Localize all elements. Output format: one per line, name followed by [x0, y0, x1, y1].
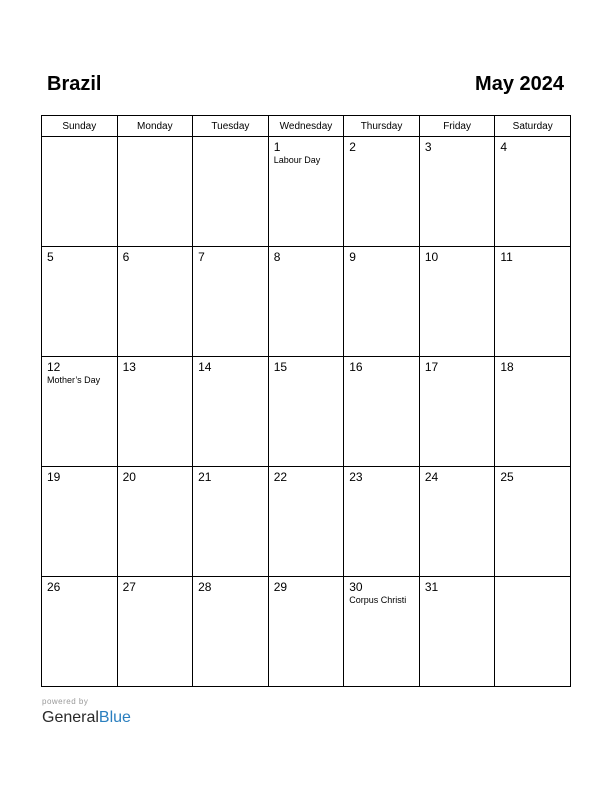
day-number — [495, 577, 570, 580]
day-cell — [344, 577, 420, 687]
day-number — [193, 137, 268, 140]
day-number: 21 — [198, 470, 212, 484]
day-cell — [268, 467, 344, 577]
day-number: 20 — [122, 470, 136, 484]
day-cell — [268, 137, 344, 247]
weekday-friday: Friday — [419, 116, 495, 137]
day-cell — [419, 467, 495, 577]
weekday-tuesday: Tuesday — [193, 116, 269, 137]
day-cell — [495, 357, 571, 467]
day-cell — [193, 357, 269, 467]
day-number: 17 — [424, 360, 439, 374]
day-number — [42, 137, 117, 140]
weekday-saturday: Saturday — [495, 116, 571, 137]
week-row — [42, 247, 571, 357]
day-number: 11 — [500, 250, 513, 264]
weekday-sunday: Sunday — [42, 116, 118, 137]
day-cell — [419, 137, 495, 247]
day-number: 28 — [198, 580, 212, 594]
day-cell — [344, 357, 420, 467]
day-number: 25 — [500, 470, 514, 484]
day-cell — [193, 247, 269, 357]
day-number: 18 — [500, 360, 514, 374]
day-number: 26 — [47, 580, 61, 594]
holiday-label: Mother’s Day — [47, 375, 101, 385]
day-cell — [495, 467, 571, 577]
day-number: 5 — [47, 250, 54, 264]
day-cell — [42, 137, 118, 247]
day-cell — [117, 357, 193, 467]
day-number: 6 — [122, 250, 130, 264]
day-cell — [42, 357, 118, 467]
day-cell — [268, 577, 344, 687]
weekday-monday: Monday — [117, 116, 193, 137]
day-cell — [419, 247, 495, 357]
day-number: 8 — [273, 250, 281, 264]
day-cell — [42, 577, 118, 687]
day-number: 16 — [349, 360, 363, 374]
day-cell — [268, 247, 344, 357]
day-cell — [419, 577, 495, 687]
day-cell — [42, 467, 118, 577]
day-cell — [419, 357, 495, 467]
day-number: 24 — [424, 470, 439, 484]
brand-part-general: General — [42, 709, 99, 726]
weekday-thursday: Thursday — [344, 116, 420, 137]
week-row — [42, 467, 571, 577]
day-cell — [117, 467, 193, 577]
day-number: 3 — [424, 140, 432, 154]
day-cell — [495, 577, 571, 687]
day-cell — [344, 247, 420, 357]
day-number: 19 — [47, 470, 61, 484]
day-cell — [42, 247, 118, 357]
day-number: 10 — [424, 250, 439, 264]
day-number: 14 — [198, 360, 212, 374]
day-number: 1 — [273, 140, 281, 154]
country-title: Brazil — [47, 73, 102, 95]
day-cell — [344, 137, 420, 247]
day-number: 9 — [349, 250, 356, 264]
calendar-grid — [41, 115, 571, 687]
day-number: 31 — [424, 580, 439, 594]
powered-by-text: powered by — [42, 697, 89, 706]
brand-part-blue: Blue — [98, 709, 131, 726]
weekday-header-row — [42, 116, 571, 137]
day-cell — [117, 247, 193, 357]
day-number — [118, 137, 193, 140]
day-number: 29 — [273, 580, 288, 594]
day-cell — [117, 577, 193, 687]
week-row — [42, 137, 571, 247]
day-number: 12 — [47, 360, 61, 374]
day-number: 4 — [500, 140, 508, 154]
day-cell — [193, 577, 269, 687]
day-cell — [495, 247, 571, 357]
week-row — [42, 357, 571, 467]
day-cell — [193, 467, 269, 577]
day-cell — [268, 357, 344, 467]
day-cell — [117, 137, 193, 247]
day-cell — [344, 467, 420, 577]
month-title: May 2024 — [475, 73, 564, 95]
day-number: 7 — [198, 250, 205, 264]
weekday-wednesday: Wednesday — [268, 116, 344, 137]
brand-logo — [42, 708, 131, 728]
week-row — [42, 577, 571, 687]
day-number: 27 — [122, 580, 136, 594]
day-number: 2 — [349, 140, 356, 154]
day-number: 30 — [349, 580, 363, 594]
day-cell — [193, 137, 269, 247]
day-cell — [495, 137, 571, 247]
holiday-label: Corpus Christi — [349, 595, 407, 605]
day-number: 15 — [273, 360, 288, 374]
day-number: 23 — [349, 470, 363, 484]
day-number: 13 — [122, 360, 136, 374]
day-number: 22 — [273, 470, 288, 484]
holiday-label: Labour Day — [273, 155, 321, 165]
footer — [42, 697, 131, 728]
